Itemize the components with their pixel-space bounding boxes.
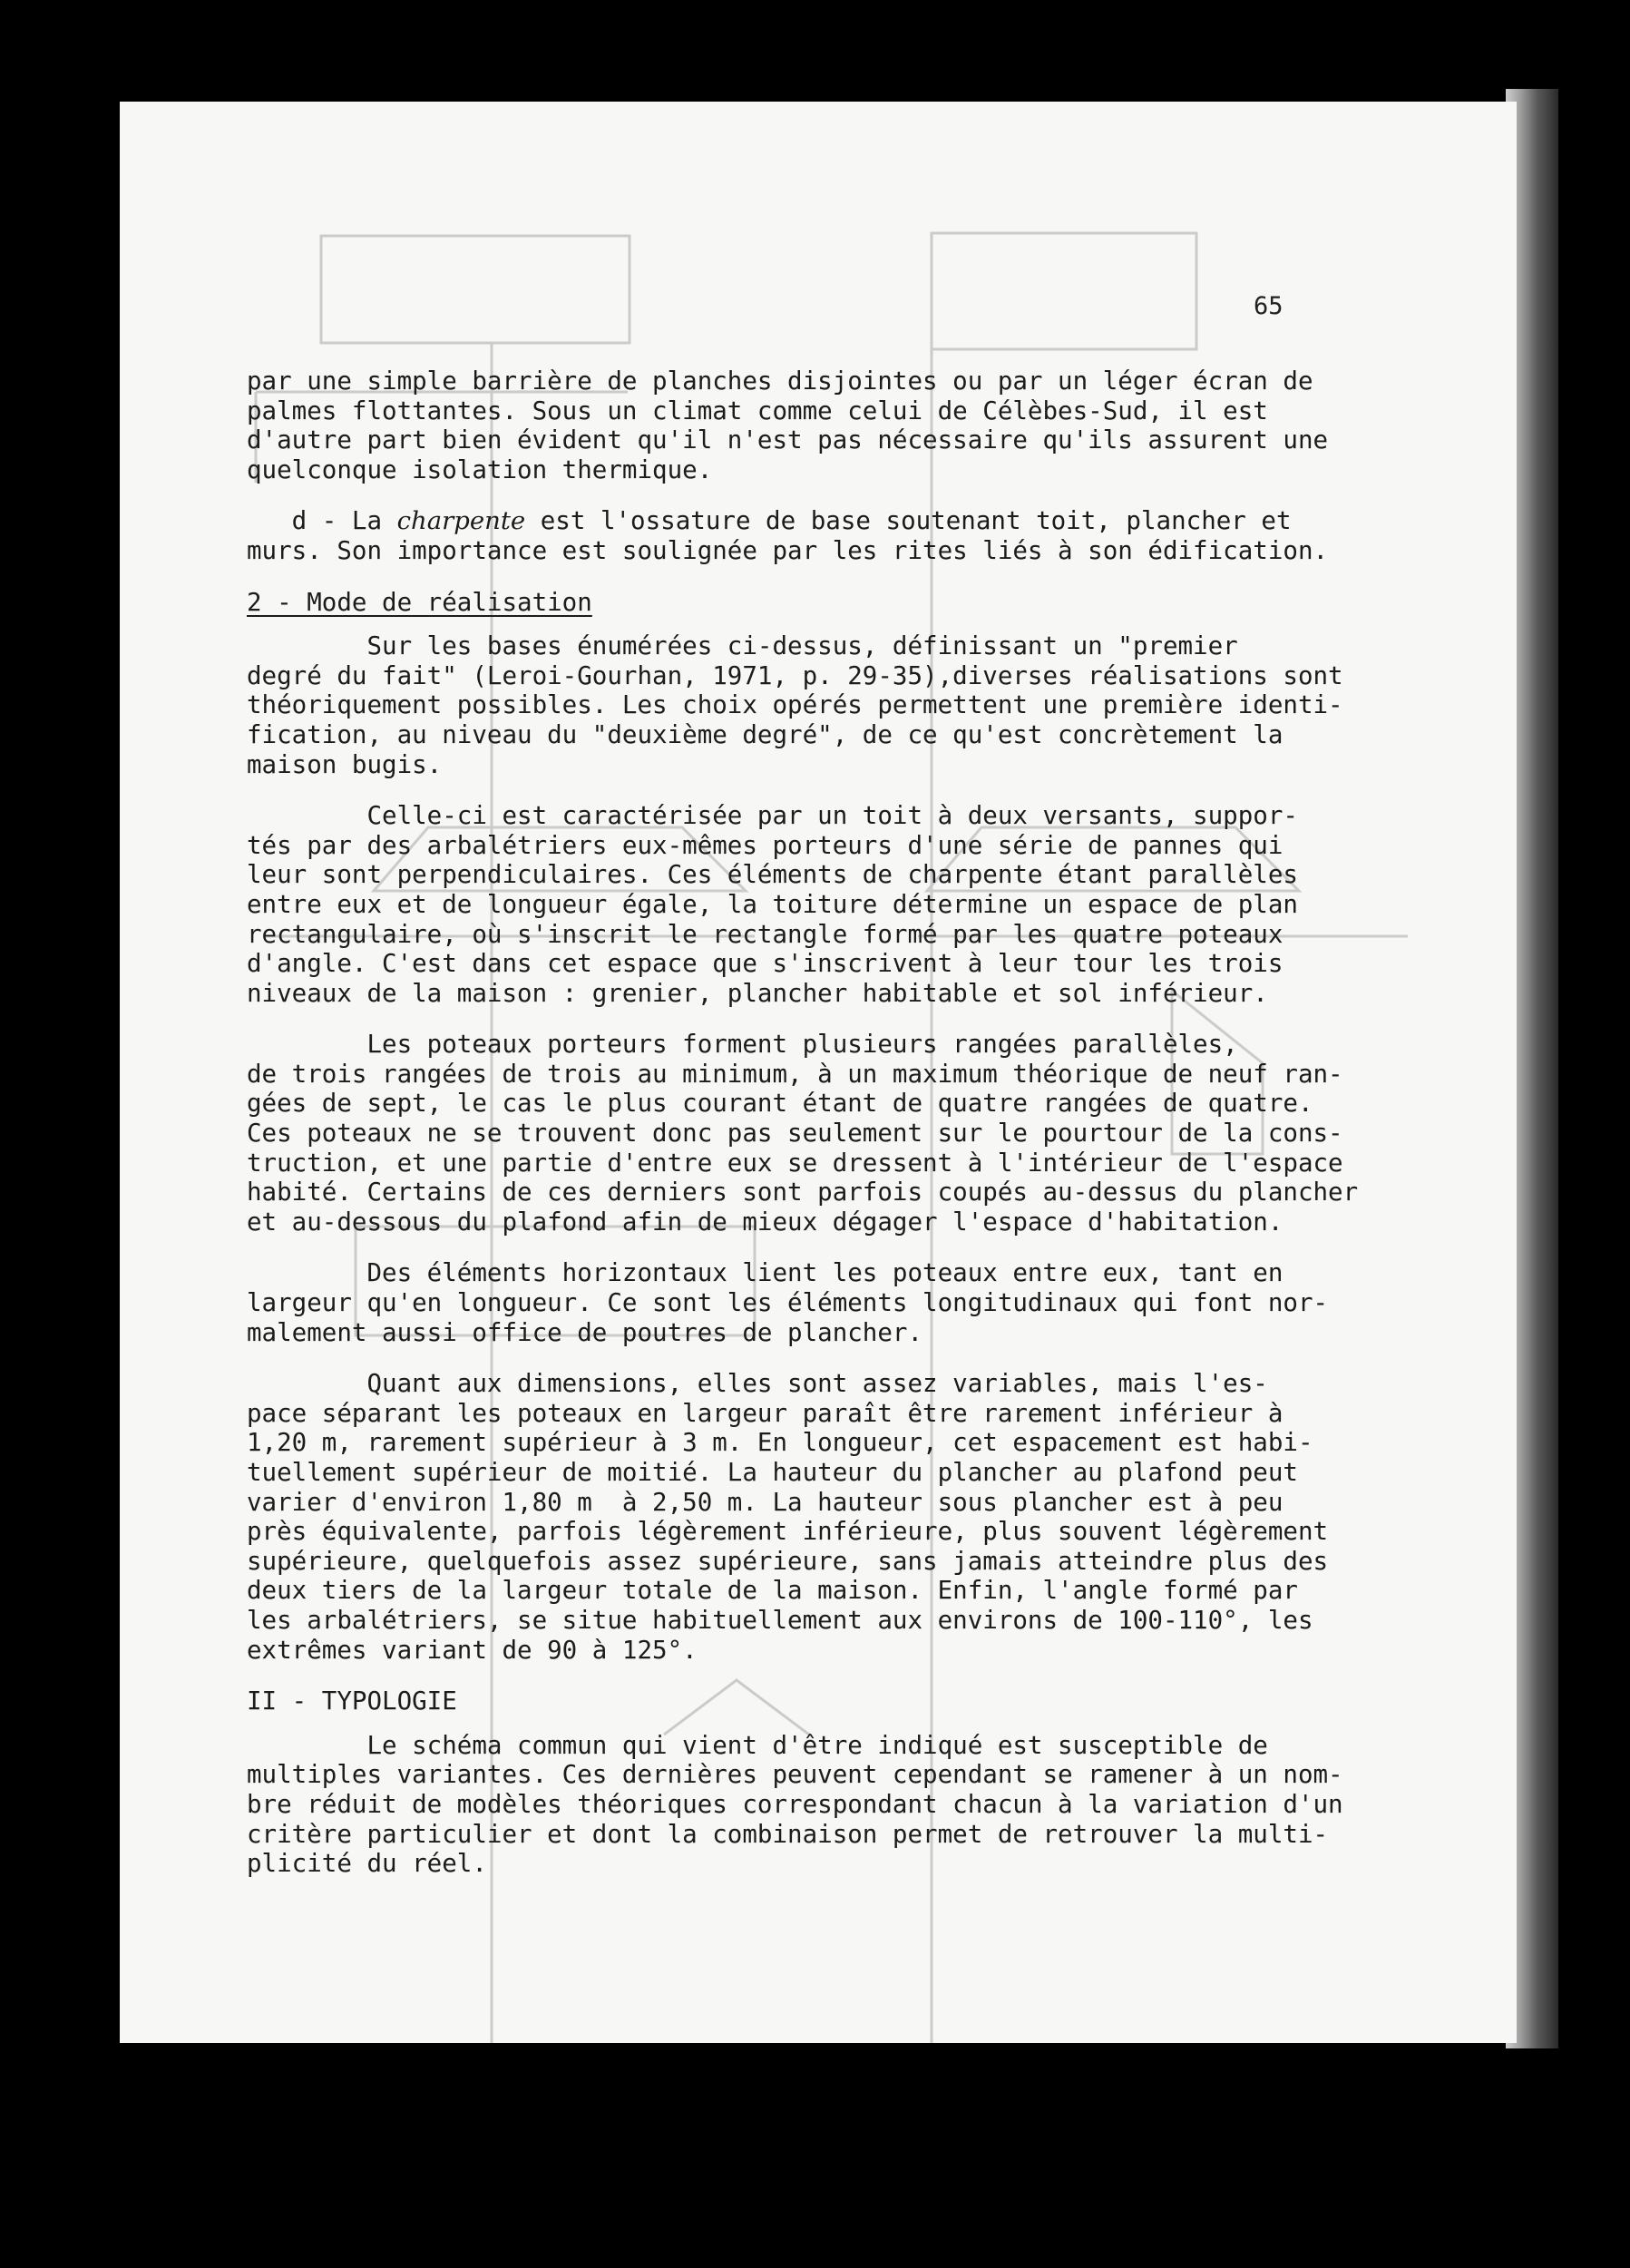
text-line: extrêmes variant de 90 à 125°. bbox=[247, 1635, 698, 1665]
text-line: Des éléments horizontaux lient les poteaux entre eux, tant en bbox=[247, 1258, 1284, 1288]
text-line: degré du fait" (Leroi-Gourhan, 1971, p. 29-35),diverses réalisations sont bbox=[247, 660, 1343, 690]
text-line: niveaux de la maison : grenier, plancher habitable et sol inférieur. bbox=[247, 978, 1268, 1008]
text-line: d'angle. C'est dans cet espace que s'inscrivent à leur tour les trois bbox=[247, 949, 1284, 979]
text-line: rectangulaire, où s'inscrit le rectangle formé par les quatre poteaux bbox=[247, 919, 1284, 949]
paragraph-3 bbox=[247, 801, 1480, 1008]
paragraph-7 bbox=[247, 1731, 1480, 1879]
italic-term-charpente: charpente bbox=[396, 506, 526, 536]
text-line: supérieure, quelquefois assez supérieure, sans jamais atteindre plus des bbox=[247, 1546, 1329, 1576]
text-line: largeur qu'en longueur. Ce sont les éléments longitudinaux qui font nor- bbox=[247, 1288, 1329, 1318]
section-heading-typologie bbox=[247, 1686, 1480, 1716]
text-run: est l'ossature de base soutenant toit, plancher et bbox=[525, 506, 1292, 536]
text-line: 1,20 m, rarement supérieur à 3 m. En longueur, cet espacement est habi- bbox=[247, 1428, 1313, 1458]
paragraph-1 bbox=[247, 367, 1480, 484]
text-line: bre réduit de modèles théoriques correspondant chacun à la variation d'un bbox=[247, 1789, 1343, 1819]
text-line: critère particulier et dont la combinaison permet de retrouver la multi- bbox=[247, 1819, 1329, 1849]
text-line: multiples variantes. Ces dernières peuvent cependant se ramener à un nom- bbox=[247, 1760, 1343, 1790]
text-line: quelconque isolation thermique. bbox=[247, 455, 713, 484]
text-line: les arbalétriers, se situe habituellement aux environs de 100-110°, les bbox=[247, 1605, 1313, 1635]
heading-text: II - TYPOLOGIE bbox=[247, 1686, 457, 1716]
text-line: truction, et une partie d'entre eux se dressent à l'intérieur de l'espace bbox=[247, 1148, 1343, 1178]
text-line: malement aussi office de poutres de plancher. bbox=[247, 1317, 923, 1347]
paragraph-2 bbox=[247, 631, 1480, 779]
text-line: maison bugis. bbox=[247, 749, 443, 779]
text-line: Le schéma commun qui vient d'être indiqué est susceptible de bbox=[247, 1730, 1268, 1760]
text-line: Ces poteaux ne se trouvent donc pas seulement sur le pourtour de la cons- bbox=[247, 1119, 1343, 1149]
text-line: habité. Certains de ces derniers sont parfois coupés au-dessus du plancher bbox=[247, 1178, 1359, 1207]
text-line: près équivalente, parfois légèrement inférieure, plus souvent légèrement bbox=[247, 1517, 1329, 1547]
section-heading-mode-de-realisation bbox=[247, 588, 1480, 618]
text-run: d - La bbox=[247, 506, 397, 536]
text-line: Sur les bases énumérées ci-dessus, définissant un "premier bbox=[247, 631, 1238, 661]
text-line: deux tiers de la largeur totale de la maison. Enfin, l'angle formé par bbox=[247, 1576, 1298, 1606]
text-line: Les poteaux porteurs forment plusieurs rangées parallèles, bbox=[247, 1030, 1238, 1060]
text-line: Celle-ci est caractérisée par un toit à deux versants, suppor- bbox=[247, 801, 1298, 831]
paragraph-5 bbox=[247, 1258, 1480, 1347]
text-line: varier d'environ 1,80 m à 2,50 m. La hauteur sous plancher est à peu bbox=[247, 1487, 1284, 1517]
text-line: pace séparant les poteaux en largeur paraît être rarement inférieur à bbox=[247, 1398, 1284, 1428]
text-line: de trois rangées de trois au minimum, à un maximum théorique de neuf ran- bbox=[247, 1059, 1343, 1089]
paragraph-charpente bbox=[247, 506, 1480, 565]
text-line: tés par des arbalétriers eux-mêmes porteurs d'une série de pannes qui bbox=[247, 830, 1284, 860]
text-line: Quant aux dimensions, elles sont assez variables, mais l'es- bbox=[247, 1369, 1268, 1399]
page-text bbox=[247, 367, 1480, 1879]
text-line bbox=[247, 506, 1480, 536]
text-line: murs. Son importance est soulignée par les rites liés à son édification. bbox=[247, 535, 1329, 565]
text-line: gées de sept, le cas le plus courant étant de quatre rangées de quatre. bbox=[247, 1089, 1313, 1119]
paragraph-6 bbox=[247, 1369, 1480, 1665]
paragraph-4 bbox=[247, 1030, 1480, 1237]
text-line: entre eux et de longueur égale, la toiture détermine un espace de plan bbox=[247, 889, 1298, 919]
page-number: 65 bbox=[1254, 292, 1284, 320]
document-page bbox=[120, 102, 1517, 2043]
text-line: d'autre part bien évident qu'il n'est pas nécessaire qu'ils assurent une bbox=[247, 425, 1329, 455]
text-line: théoriquement possibles. Les choix opérés permettent une première identi- bbox=[247, 690, 1343, 720]
text-line: et au-dessous du plafond afin de mieux dégager l'espace d'habitation. bbox=[247, 1207, 1284, 1237]
text-line: palmes flottantes. Sous un climat comme celui de Célèbes-Sud, il est bbox=[247, 396, 1268, 425]
text-line: leur sont perpendiculaires. Ces éléments de charpente étant parallèles bbox=[247, 860, 1298, 890]
text-line: fication, au niveau du "deuxième degré", de ce qu'est concrètement la bbox=[247, 719, 1284, 749]
heading-text: 2 - Mode de réalisation bbox=[247, 587, 592, 617]
text-line: tuellement supérieur de moitié. La hauteur du plancher au plafond peut bbox=[247, 1458, 1298, 1487]
text-line: plicité du réel. bbox=[247, 1849, 487, 1879]
text-line: par une simple barrière de planches disjointes ou par un léger écran de bbox=[247, 367, 1313, 396]
